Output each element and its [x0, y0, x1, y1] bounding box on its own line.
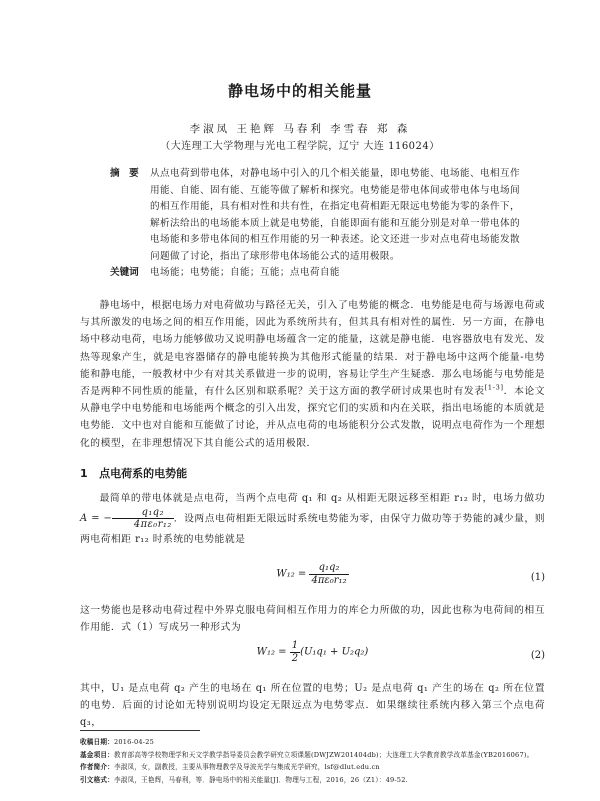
equation-1-number: (1) [530, 572, 545, 583]
intro-text-2: ．本论文从静电学中电势能和电场能两个概念的引入出发，探究它们的实质和内在关联，指出电场能的本质就是电势能．文中也对自能和互能做了讨论，并从点电荷的电场能积分公式发散，说明点电荷作为一个理想化的模型，在非理想情况下其自能公式的适用极限． [80, 386, 546, 449]
eq2-fraction [290, 640, 300, 664]
fund-label: 基金项目： [80, 750, 114, 759]
section-heading [80, 465, 187, 481]
footnotes [80, 736, 550, 786]
author-info-text: 李淑凤，女，副教授，主要从事物理教学及导波光学与集成光学研究，lsf@dlut.edu.cn [113, 763, 380, 772]
eq1-denominator: 4πε₀r₁₂ [311, 574, 347, 586]
section-title: 点电荷系的电势能 [99, 467, 188, 480]
keywords-label: 关键词 [110, 267, 139, 278]
author-list: 李淑凤 王艳辉 马春利 李雪春 郑 森 [189, 123, 411, 135]
work-fraction [112, 507, 174, 531]
citation-text: 李淑凤，王艳辉，马春利，等．静电场中的相关能量[J]．物理与工程，2016，26（Z1）：49-52. [113, 775, 408, 784]
paragraph-3: 这一势能也是移动电荷过程中外界克服电荷间相互作用力的库仑力所做的功，因此也称为电荷间的相互作用能．式（1）写成另一种形式为 [80, 605, 545, 634]
para2-text-1: 最简单的带电体就是点电荷，当两个点电荷 q₁ 和 q₂ 从相距无限远移至相距 r₁₂ 时，电场力做功 [99, 493, 545, 504]
work-numerator: q₁q₂ [112, 507, 174, 519]
paragraph-4: 其中，U₁ 是点电荷 q₂ 产生的电场在 q₁ 所在位置的电势；U₂ 是点电荷 q₁ 产生的场在 q₂ 所在位置的电势．后面的讨论如无特别说明均设定无限远点为电势零点．如果继续往系统内移入第三个点电荷 q₃， [80, 683, 545, 729]
paper-title: 静电场中的相关能量 [227, 82, 372, 100]
received-label: 收稿日期： [80, 738, 114, 746]
received-date: 2016-04-25 [113, 738, 154, 746]
fund-text: 教育部高等学校物理学和天文学教学指导委员会教学研究立项课题(DWJZW201404db)；大连理工大学教育教学改革基金(YB2016067)。 [113, 750, 534, 759]
equation-2-number: (2) [530, 650, 545, 661]
eq2-lhs: W₁₂ = [256, 646, 290, 658]
eq1-numerator: q₁q₂ [309, 562, 348, 575]
eq2-rhs: (U₁q₁ + U₂q₂) [300, 646, 369, 658]
paragraph-2 [80, 490, 545, 548]
keywords-text: 电场能；电势能；自能；互能；点电荷自能 [150, 267, 340, 278]
eq1-fraction [309, 562, 348, 586]
work-denominator: 4πε₀r₁₂ [133, 519, 172, 531]
work-formula [80, 507, 174, 531]
work-formula-lhs: A = − [80, 513, 113, 525]
footnote-citation [80, 774, 550, 787]
footnote-received [80, 736, 550, 749]
equation-1-body [80, 562, 545, 586]
citation-label: 引文格式： [80, 775, 114, 784]
footnote-fund [80, 749, 550, 762]
intro-text: 静电场中，根据电场力对电荷做功与路径无关，引入了电势能的概念．电势能是电荷与场源电荷或与其所激发的电场之间的相互作用能，因此为系统所共有，但其具有相对性的属性．另一方面，在静电场中移动电荷，电场力能够做功又说明静电场蕴含一定的能量，这就是静电能．电容器放电有发光、发热等现象产生，就是电容器储存的静电能转换为其他形式能量的结果．对于静电场中这两个能量-电势能和静电能，一般教材中少有对其关系做进一步的说明，容易让学生产生疑惑．那么电场能与电势能是否是两种不同性质的能量，有什么区别和联系呢？关于这方面的教学研讨成果也时有发表 [80, 300, 545, 398]
eq2-denominator: 2 [291, 652, 299, 664]
intro-citation: [1-3] [484, 383, 504, 392]
equation-2 [80, 640, 545, 672]
eq1-lhs: W₁₂ = [276, 568, 310, 580]
abstract-text: 从点电荷到带电体，对静电场中引入的几个相关能量，即电势能、电场能、电相互作用能、自能、固有能、互能等做了解析和探究。电势能是带电体间或带电体与电场间的相互作用能，具有相对性和共有性，在指定电荷相距无限远电势能为零的条件下，解析法给出的电场能本质上就是电势能，自能即面有能和互能分别是对单一带电体的电场能和多带电体间的相互作用能的另一种表述。论文还进一步对点电荷电场能发散问题做了讨论，指出了球形带电体场能公式的适用极限。 [150, 168, 520, 262]
keywords-block [110, 265, 520, 283]
author-info-label: 作者简介： [80, 763, 114, 772]
abstract-block [110, 166, 520, 262]
eq2-numerator: 1 [291, 640, 299, 651]
intro-paragraph [80, 297, 545, 452]
footnote-author [80, 761, 550, 774]
footnote-rule [80, 730, 200, 731]
section-number: 1 [80, 467, 88, 480]
equation-2-body [80, 640, 545, 664]
abstract-label: 摘 要 [110, 168, 139, 179]
equation-1 [80, 562, 545, 594]
affiliation: （大连理工大学物理与光电工程学院，辽宁 大连 116024） [160, 141, 440, 152]
para2-text-2: ．设两点电荷相距无限远时系统电势能为零，由保守力做功等于势能的减少量，则两电荷相距 r₁₂ 时系统的电势能就是 [80, 513, 546, 545]
